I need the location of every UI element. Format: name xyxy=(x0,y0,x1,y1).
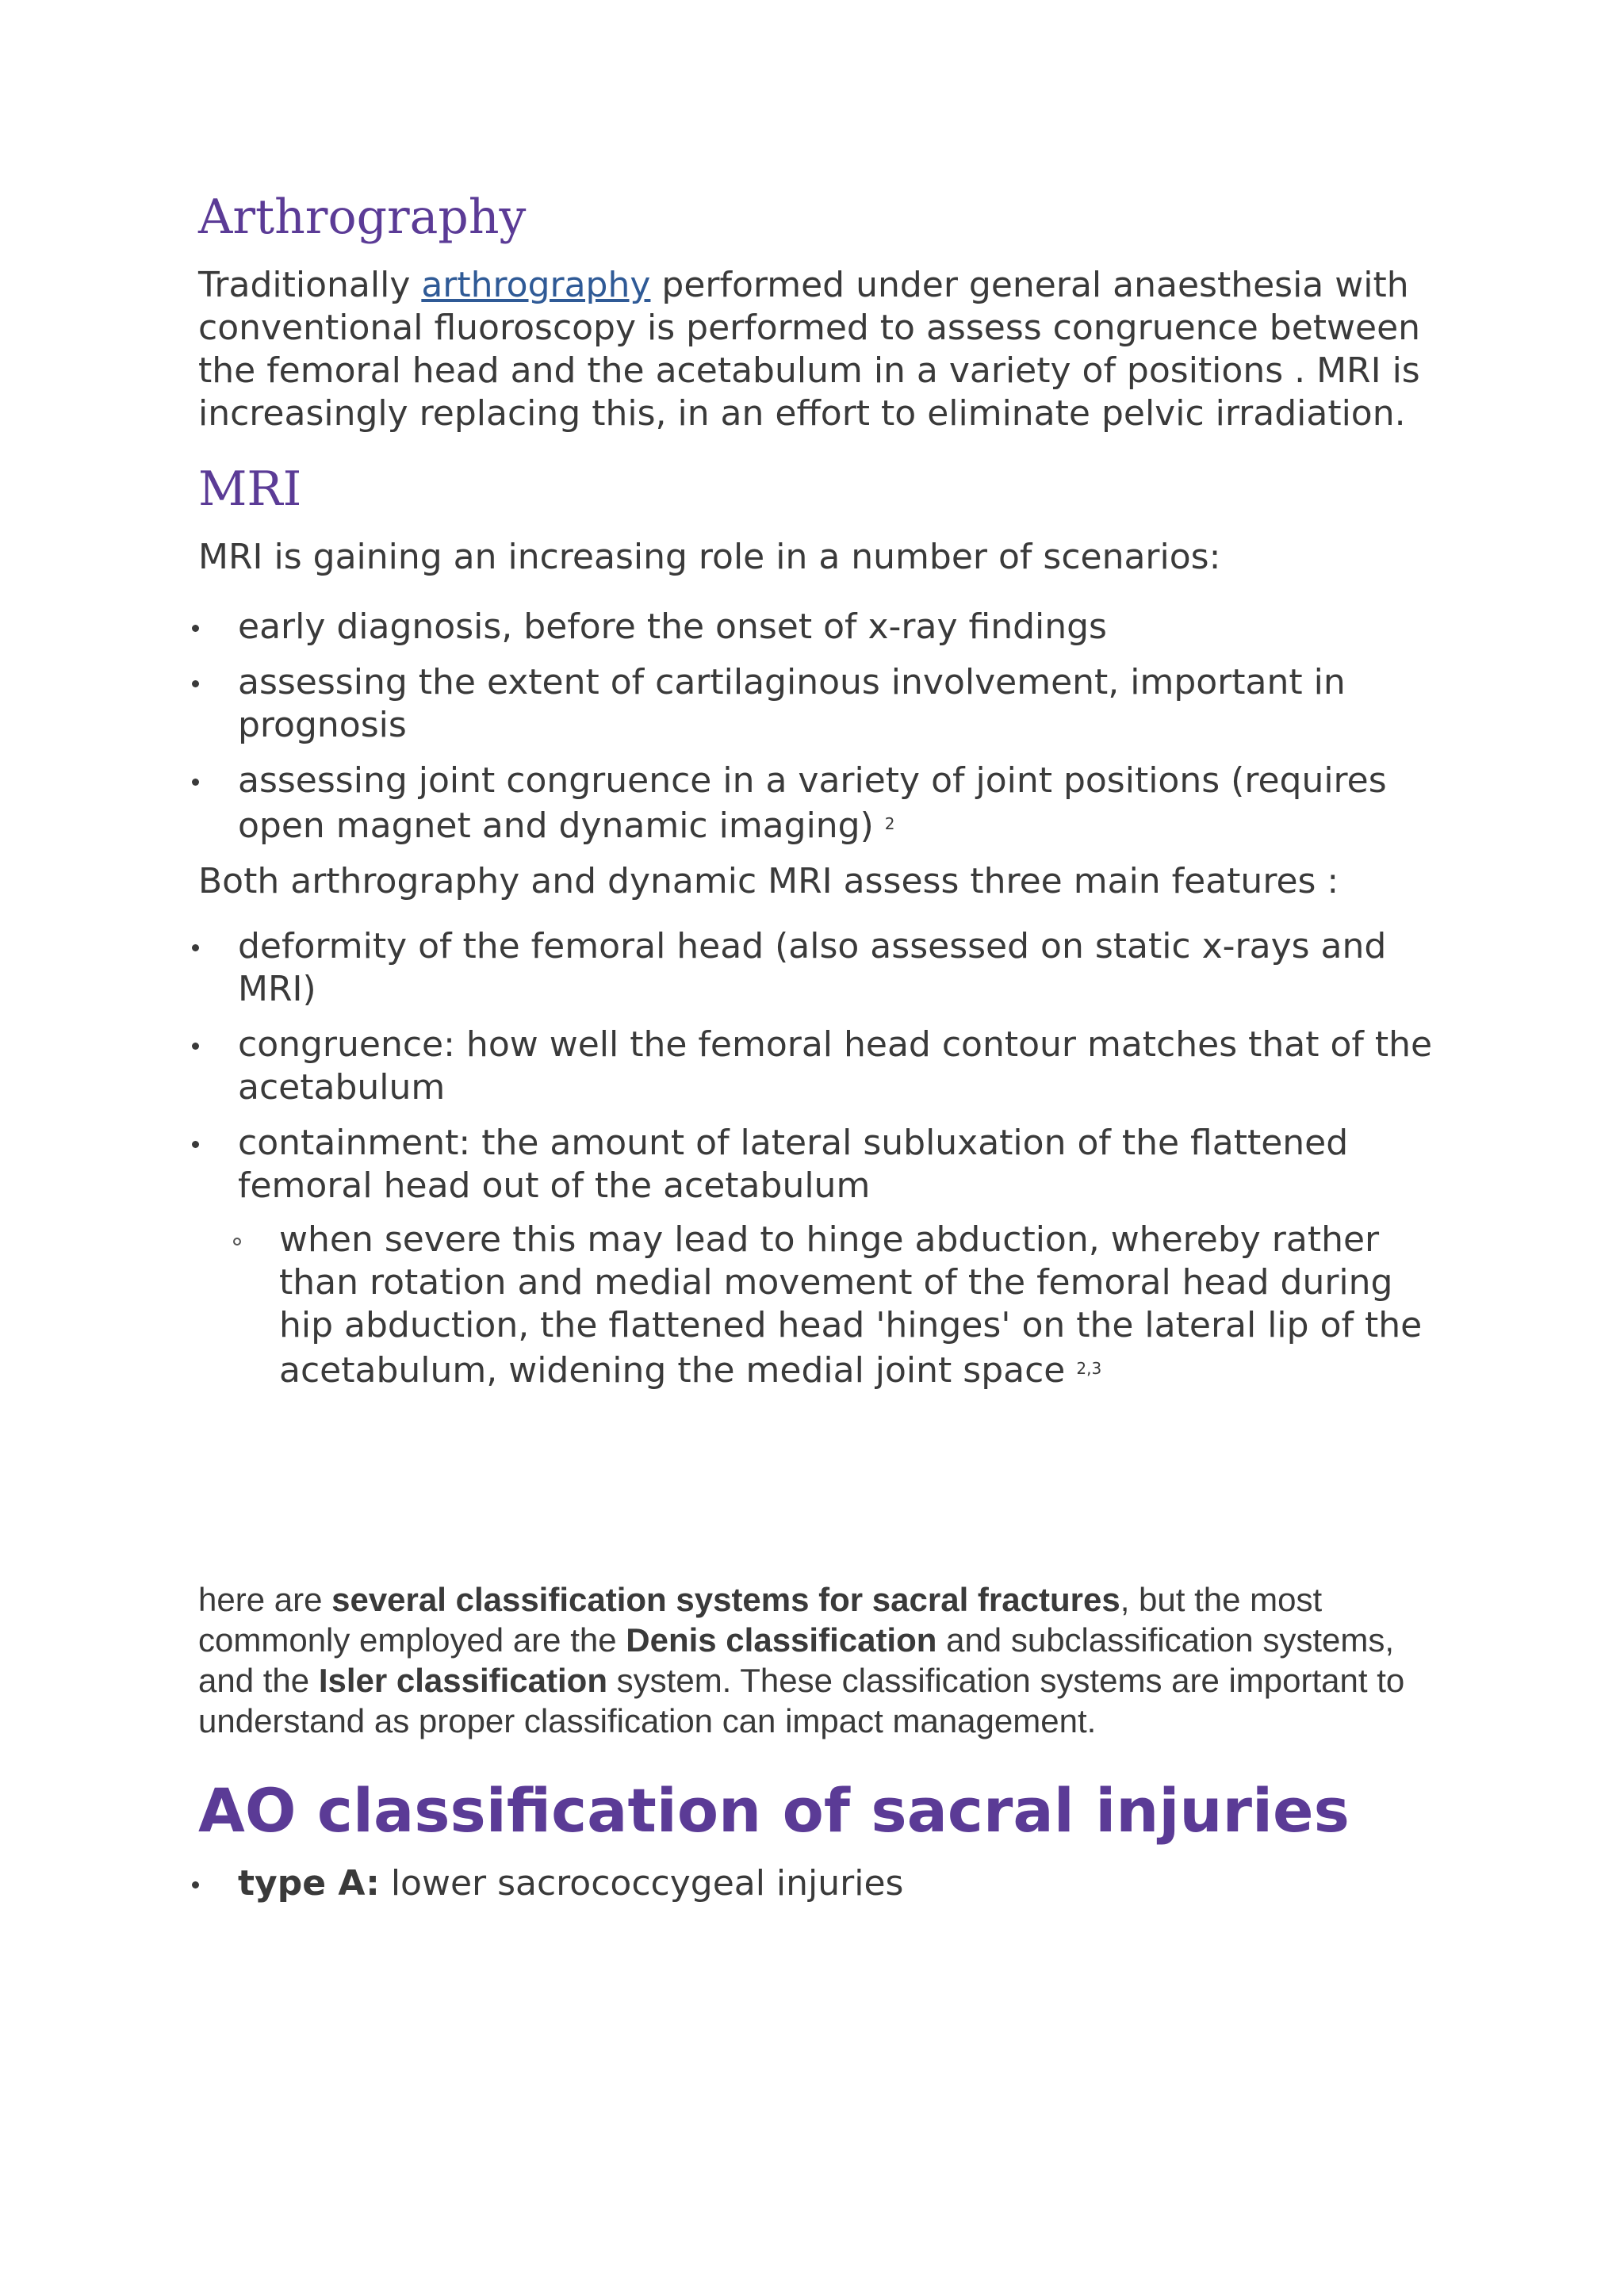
list-item: deformity of the femoral head (also assessed on static x-rays and MRI) xyxy=(198,925,1435,1011)
classification-text: and subclassification systems, and the xyxy=(198,1621,1394,1699)
list-item: early diagnosis, before the onset of x-ray findings xyxy=(198,606,1435,649)
features-list xyxy=(198,925,1435,1392)
sub-list-item-text: when severe this may lead to hinge abduction, whereby rather than rotation and medial movement of the femoral head during hip abduction, the flattened head 'hinges' on the lateral lip of the acetabulum, widening the medial joint space xyxy=(279,1219,1423,1391)
heading-arthrography: Arthrography xyxy=(198,189,527,245)
list-item xyxy=(198,1862,1435,1905)
arthrography-text-start: Traditionally xyxy=(198,265,422,305)
classification-bold: Denis classification xyxy=(626,1621,937,1659)
mri-scenarios-list xyxy=(198,606,1435,848)
blank-space xyxy=(198,1405,1435,1579)
reference-marker: 2,3 xyxy=(1076,1359,1102,1378)
heading-ao-classification: AO classification of sacral injuries xyxy=(198,1775,1350,1846)
list-item: congruence: how well the femoral head contour matches that of the acetabulum xyxy=(198,1024,1435,1109)
sub-list-item xyxy=(238,1219,1435,1392)
classification-bold: Isler classification xyxy=(318,1662,607,1699)
reference-marker: 2 xyxy=(884,814,895,833)
classification-text: here are xyxy=(198,1581,332,1618)
ao-type-text: lower sacrococcygeal injuries xyxy=(379,1863,904,1904)
list-item xyxy=(198,1122,1435,1392)
heading-mri: MRI xyxy=(198,461,302,517)
ao-list xyxy=(198,1862,1435,1905)
list-item xyxy=(198,760,1435,848)
classification-bold: several classification systems for sacral fractures xyxy=(331,1581,1120,1618)
classification-paragraph xyxy=(198,1579,1435,1741)
features-intro: Both arthrography and dynamic MRI assess three main features : xyxy=(198,861,1339,901)
arthrography-text-end: performed under general anaesthesia with conventional fluoroscopy is performed to assess congruence between the femoral head and the acetabulum in a variety of positions . MRI is increasingly replacing this, in an effort to eliminate pelvic irradiation. xyxy=(198,265,1421,434)
list-item-text: assessing joint congruence in a variety of joint positions (requires open magnet and dynamic imaging) xyxy=(238,760,1387,846)
arthrography-link[interactable]: arthrography xyxy=(421,265,651,305)
classification-text: system. These classification systems are important to understand as proper classification can impact management. xyxy=(198,1662,1405,1739)
arthrography-paragraph xyxy=(198,264,1435,435)
document-content xyxy=(198,190,1435,1918)
mri-intro: MRI is gaining an increasing role in a number of scenarios: xyxy=(198,537,1221,577)
list-item-text: containment: the amount of lateral subluxation of the flattened femoral head out of the acetabulum xyxy=(238,1123,1349,1206)
containment-sublist xyxy=(238,1219,1435,1392)
ao-type-label: type A: xyxy=(238,1863,380,1904)
list-item: assessing the extent of cartilaginous involvement, important in prognosis xyxy=(198,661,1435,747)
classification-text: , but the most commonly employed are the xyxy=(198,1581,1323,1659)
